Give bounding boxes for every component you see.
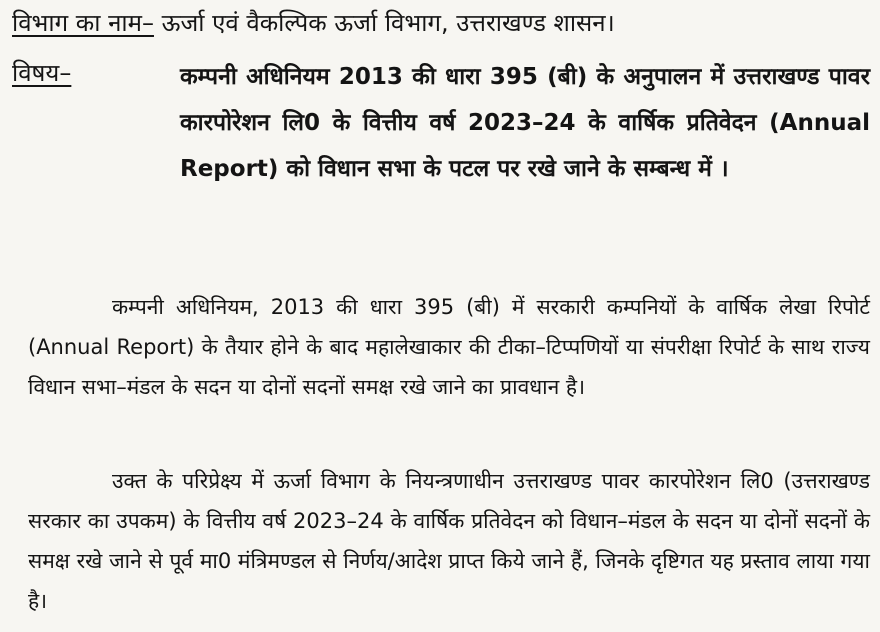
subject-label: विषय– <box>12 59 72 87</box>
body-paragraph-1: कम्पनी अधिनियम, 2013 की धारा 395 (बी) में सरकारी कम्पनियों के वार्षिक लेखा रिपोर्ट (Annual Report) के तैयार होने के बाद महालेखाकार की टीका–टिप्पणियों या संपरीक्षा रिपोर्ट के साथ राज्य विधान सभा–मंडल के सदन या दोनों सदनों समक्ष रखे जाने का प्रावधान है। <box>28 295 870 399</box>
subject-text: कम्पनी अधिनियम 2013 की धारा 395 (बी) के अनुपालन में उत्तराखण्ड पावर कारपोरेशन लि0 के वित्तीय वर्ष 2023–24 के वार्षिक प्रतिवेदन (Annual Report) को विधान सभा के पटल पर रखे जाने के सम्बन्ध में । <box>180 64 870 182</box>
body-paragraph-2: उक्त के परिप्रेक्ष्य में ऊर्जा विभाग के नियन्त्रणाधीन उत्तराखण्ड पावर कारपोरेशन लि0 (उत्तराखण्ड सरकार का उपकम) के वित्तीय वर्ष 2023–24 के वार्षिक प्रतिवेदन को विधान–मंडल के सदन या दोनों सदनों के समक्ष रखे जाने से पूर्व मा0 मंत्रिमण्डल से निर्णय/आदेश प्राप्त किये जाने हैं, जिनके दृष्टिगत यह प्रस्ताव लाया गया है। <box>28 469 870 613</box>
department-value: ऊर्जा एवं वैकल्पिक ऊर्जा विभाग, उत्तराखण्ड शासन। <box>161 9 615 37</box>
department-line <box>12 6 872 40</box>
department-label: विभाग का नाम– <box>12 9 154 37</box>
